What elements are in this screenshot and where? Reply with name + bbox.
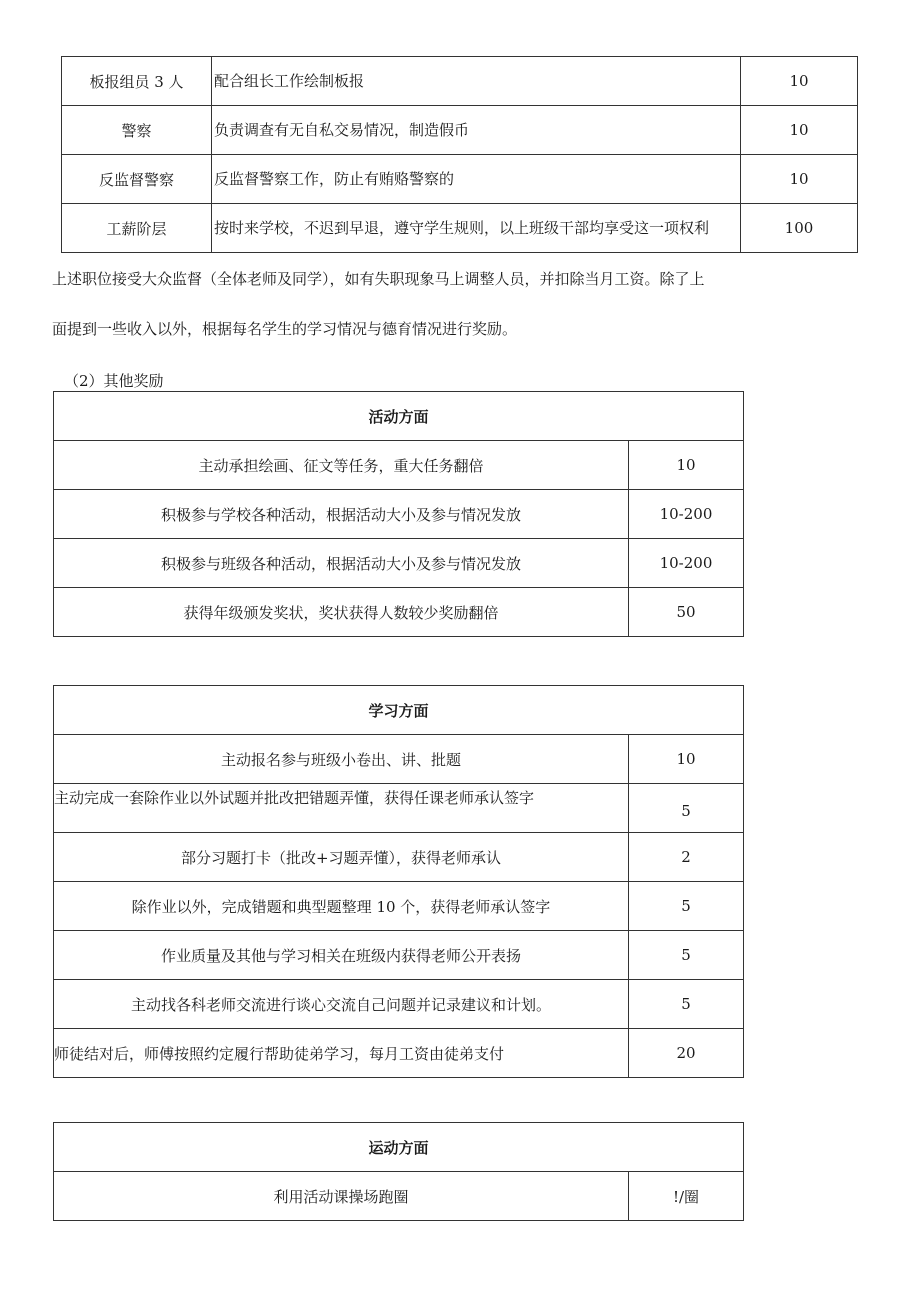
role-cell: 板报组员 3 人: [62, 57, 212, 106]
desc-cell: 作业质量及其他与学习相关在班级内获得老师公开表扬: [54, 931, 629, 980]
duty-cell: 按时来学校，不迟到早退，遵守学生规则，以上班级干部均享受这一项权利: [212, 204, 741, 253]
amount-cell: 20: [629, 1029, 744, 1078]
duty-cell: 反监督警察工作，防止有贿赂警察的: [212, 155, 741, 204]
table-row: [54, 735, 744, 784]
table-row: [54, 1172, 744, 1221]
study-table: [53, 685, 744, 1078]
table-row: [54, 784, 744, 833]
amount-cell: 5: [629, 980, 744, 1029]
desc-cell: 部分习题打卡（批改+习题弄懂），获得老师承认: [54, 833, 629, 882]
desc-cell: 利用活动课操场跑圈: [54, 1172, 629, 1221]
positions-table: [61, 56, 858, 253]
desc-cell: 主动报名参与班级小卷出、讲、批题: [54, 735, 629, 784]
role-cell: 工薪阶层: [62, 204, 212, 253]
desc-cell: 师徒结对后，师傅按照约定履行帮助徒弟学习，每月工资由徒弟支付: [54, 1029, 629, 1078]
amount-cell: 5: [629, 931, 744, 980]
amount-cell: 5: [629, 882, 744, 931]
paragraph-line-2: 面提到一些收入以外，根据每名学生的学习情况与德育情况进行奖励。: [52, 320, 518, 338]
amount-cell: 5: [629, 784, 744, 833]
table-header-row: [54, 392, 744, 441]
amount-cell: 10-200: [629, 539, 744, 588]
table-row: [54, 833, 744, 882]
amount-cell: 10: [629, 735, 744, 784]
amount-cell: !/圈: [629, 1172, 744, 1221]
duty-cell: 负责调查有无自私交易情况，制造假币: [212, 106, 741, 155]
table-header-row: [54, 686, 744, 735]
duty-cell: 配合组长工作绘制板报: [212, 57, 741, 106]
desc-cell: 主动找各科老师交流进行谈心交流自己问题并记录建议和计划。: [54, 980, 629, 1029]
table-row: [54, 588, 744, 637]
table-header-row: [54, 1123, 744, 1172]
desc-cell: 积极参与学校各种活动，根据活动大小及参与情况发放: [54, 490, 629, 539]
amount-cell: 10-200: [629, 490, 744, 539]
table-row: [54, 441, 744, 490]
role-cell: 反监督警察: [62, 155, 212, 204]
table-row: [62, 57, 858, 106]
table-row: [54, 490, 744, 539]
amount-cell: 10: [629, 441, 744, 490]
amount-cell: 50: [629, 588, 744, 637]
paragraph-line-1: 上述职位接受大众监督（全体老师及同学），如有失职现象马上调整人员，并扣除当月工资。除了上: [52, 270, 705, 288]
amount-cell: 2: [629, 833, 744, 882]
sport-title: 运动方面: [54, 1123, 744, 1172]
section-label: （2）其他奖励: [64, 372, 164, 390]
desc-cell: 除作业以外，完成错题和典型题整理 10 个，获得老师承认签字: [54, 882, 629, 931]
table-row: [54, 539, 744, 588]
table-row: [62, 204, 858, 253]
activity-table: [53, 391, 744, 637]
amount-cell: 10: [741, 106, 858, 155]
amount-cell: 100: [741, 204, 858, 253]
desc-cell: 主动完成一套除作业以外试题并批改把错题弄懂，获得任课老师承认签字: [54, 784, 629, 833]
amount-cell: 10: [741, 57, 858, 106]
table-row: [54, 1029, 744, 1078]
role-cell: 警察: [62, 106, 212, 155]
table-row: [62, 155, 858, 204]
desc-cell: 主动承担绘画、征文等任务，重大任务翻倍: [54, 441, 629, 490]
desc-cell: 积极参与班级各种活动，根据活动大小及参与情况发放: [54, 539, 629, 588]
activity-title: 活动方面: [54, 392, 744, 441]
study-title: 学习方面: [54, 686, 744, 735]
table-row: [62, 106, 858, 155]
table-row: [54, 931, 744, 980]
sport-table: [53, 1122, 744, 1221]
table-row: [54, 980, 744, 1029]
desc-cell: 获得年级颁发奖状，奖状获得人数较少奖励翻倍: [54, 588, 629, 637]
amount-cell: 10: [741, 155, 858, 204]
table-row: [54, 882, 744, 931]
